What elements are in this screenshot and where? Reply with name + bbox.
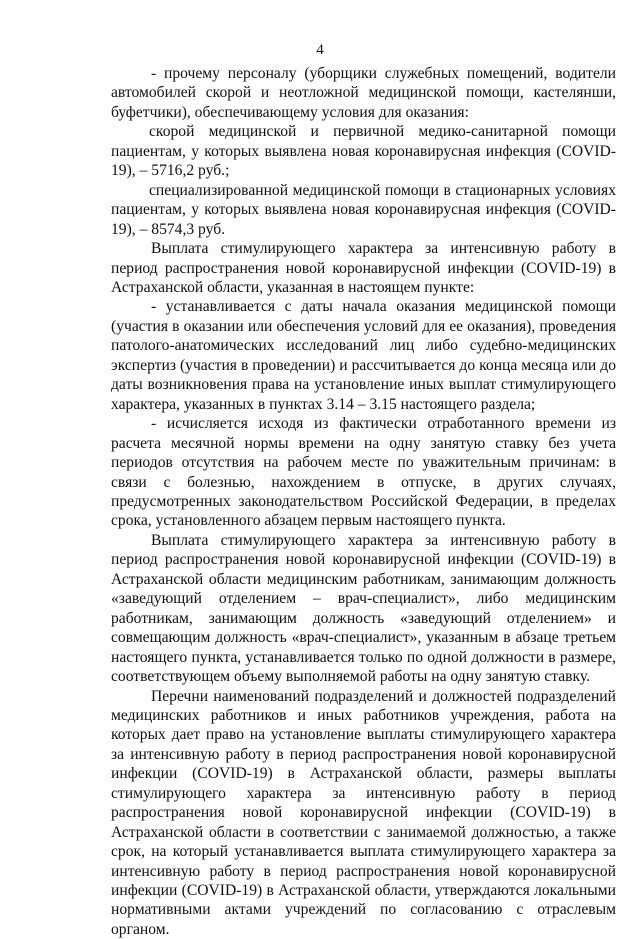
- paragraph-calculation-rule: - исчисляется исходя из фактически отработанного времени из расчета месячной нормы времени на одну занятую ставку без учета периодов отсутствия на рабочем месте по уважительным причинам: в связи с болезнью, нахождением в отпуске, в других случаях, предусмотренных законодательством Российской Федерации, в пределах срока, установленного абзацем первым настоящего пункта.: [111, 414, 616, 531]
- paragraph-head-of-department: Выплата стимулирующего характера за интенсивную работу в период распространения новой коронавирусной инфекции (COVID-19) в Астраханской области медицинским работникам, занимающим должность «заведующий отделением – врач-специалист», либо медицинским работникам, занимающим должность «заведующий отделением» и совмещающим должность «врач-специалист», указанным в абзаце третьем настоящего пункта, устанавливается только по одной должности в размере, соответствующем объему выполняемой работы на одну занятую ставку.: [111, 531, 616, 687]
- page-number: 4: [0, 42, 640, 59]
- paragraph-specialized-care-amount: специализированной медицинской помощи в стационарных условиях пациентам, у которых выявлена новая коронавирусная инфекция (COVID-19), – 8574,3 руб.: [111, 181, 616, 239]
- paragraph-other-staff: - прочему персоналу (уборщики служебных помещений, водители автомобилей скорой и неотложной медицинской помощи, кастелянши, буфетчики), обеспечивающему условия для оказания:: [111, 64, 616, 122]
- paragraph-established-from-date: - устанавливается с даты начала оказания медицинской помощи (участия в оказании или обеспечения условий для ее оказания), проведения патолого-анатомических исследований лиц либо судебно-медицинских экспертиз (участия в проведении) и рассчитывается до конца месяца или до даты возникновения права на установление иных выплат стимулирующего характера, указанных в пунктах 3.14 – 3.15 настоящего раздела;: [111, 297, 616, 414]
- paragraph-payment-intro: Выплата стимулирующего характера за интенсивную работу в период распространения новой коронавирусной инфекции (COVID-19) в Астраханской области, указанная в настоящем пункте:: [111, 239, 616, 297]
- paragraph-emergency-care-amount: скорой медицинской и первичной медико-санитарной помощи пациентам, у которых выявлена новая коронавирусная инфекция (COVID-19), – 5716,2 руб.;: [111, 122, 616, 180]
- paragraph-lists-of-positions: Перечни наименований подразделений и должностей подразделений медицинских работников и иных работников учреждения, работа на которых дает право на установление выплаты стимулирующего характера за интенсивную работу в период распространения новой коронавирусной инфекции (COVID-19) в Астраханской области, размеры выплаты стимулирующего характера за интенсивную работу в период распространения новой коронавирусной инфекции (COVID-19) в Астраханской области в соответствии с занимаемой должностью, а также срок, на который устанавливается выплата стимулирующего характера за интенсивную работу в период распространения новой коронавирусной инфекции (COVID-19) в Астраханской области, утверждаются локальными нормативными актами учреждений по согласованию с отраслевым органом.: [111, 687, 616, 939]
- document-body: [111, 64, 616, 939]
